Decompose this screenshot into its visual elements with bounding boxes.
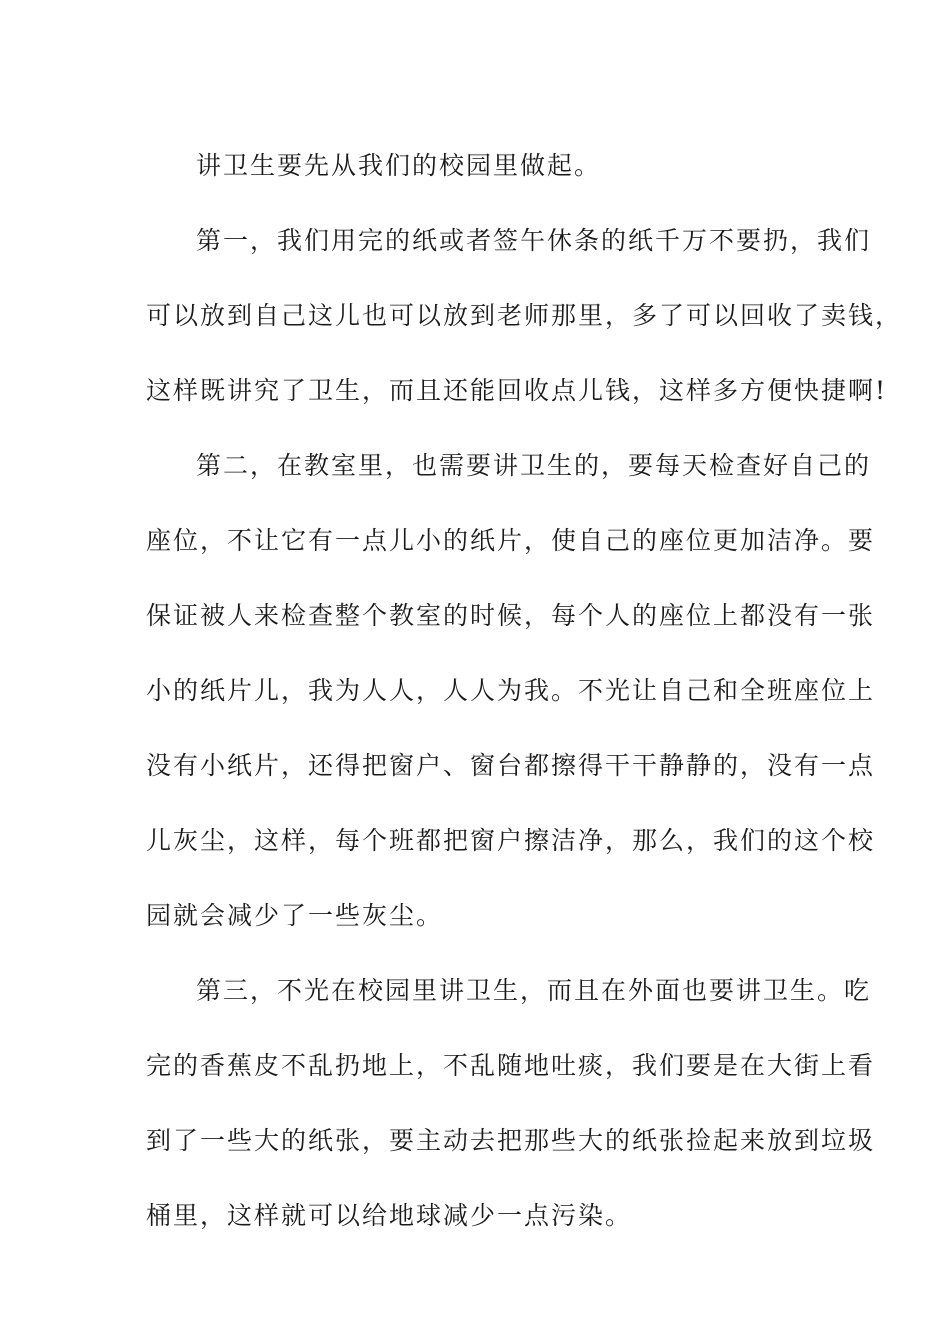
body-text <box>146 128 903 1253</box>
paragraph-line: 座位，不让它有一点儿小的纸片，使自己的座位更加洁净。要 <box>146 526 876 555</box>
paragraph-line: 完的香蕉皮不乱扔地上，不乱随地吐痰，我们要是在大街上看 <box>146 1051 876 1080</box>
paragraph-line: 第一，我们用完的纸或者签午休条的纸千万不要扔，我们 <box>196 226 872 255</box>
paragraph-line: 第二，在教室里，也需要讲卫生的，要每天检查好自己的 <box>196 451 872 480</box>
paragraph-line: 小的纸片儿，我为人人，人人为我。不光让自己和全班座位上 <box>146 676 876 705</box>
paragraph-line: 保证被人来检查整个教室的时候，每个人的座位上都没有一张 <box>146 601 876 630</box>
paragraph-line: 园就会减少了一些灰尘。 <box>146 901 444 930</box>
paragraph-line: 第三，不光在校园里讲卫生，而且在外面也要讲卫生。吃 <box>196 976 872 1005</box>
paragraph-line: 可以放到自己这儿也可以放到老师那里，多了可以回收了卖钱， <box>146 301 903 330</box>
paragraph-line: 儿灰尘，这样，每个班都把窗户擦洁净，那么，我们的这个校 <box>146 826 876 855</box>
paragraph-line: 讲卫生要先从我们的校园里做起。 <box>196 151 602 180</box>
paragraph-line: 桶里，这样就可以给地球减少一点污染。 <box>146 1201 633 1230</box>
paragraph-line: 到了一些大的纸张，要主动去把那些大的纸张捡起来放到垃圾 <box>146 1126 876 1155</box>
paragraph-line: 这样既讲究了卫生，而且还能回收点儿钱，这样多方便快捷啊! <box>146 376 888 405</box>
paragraph-line: 没有小纸片，还得把窗户、窗台都擦得干干静静的，没有一点 <box>146 751 876 780</box>
